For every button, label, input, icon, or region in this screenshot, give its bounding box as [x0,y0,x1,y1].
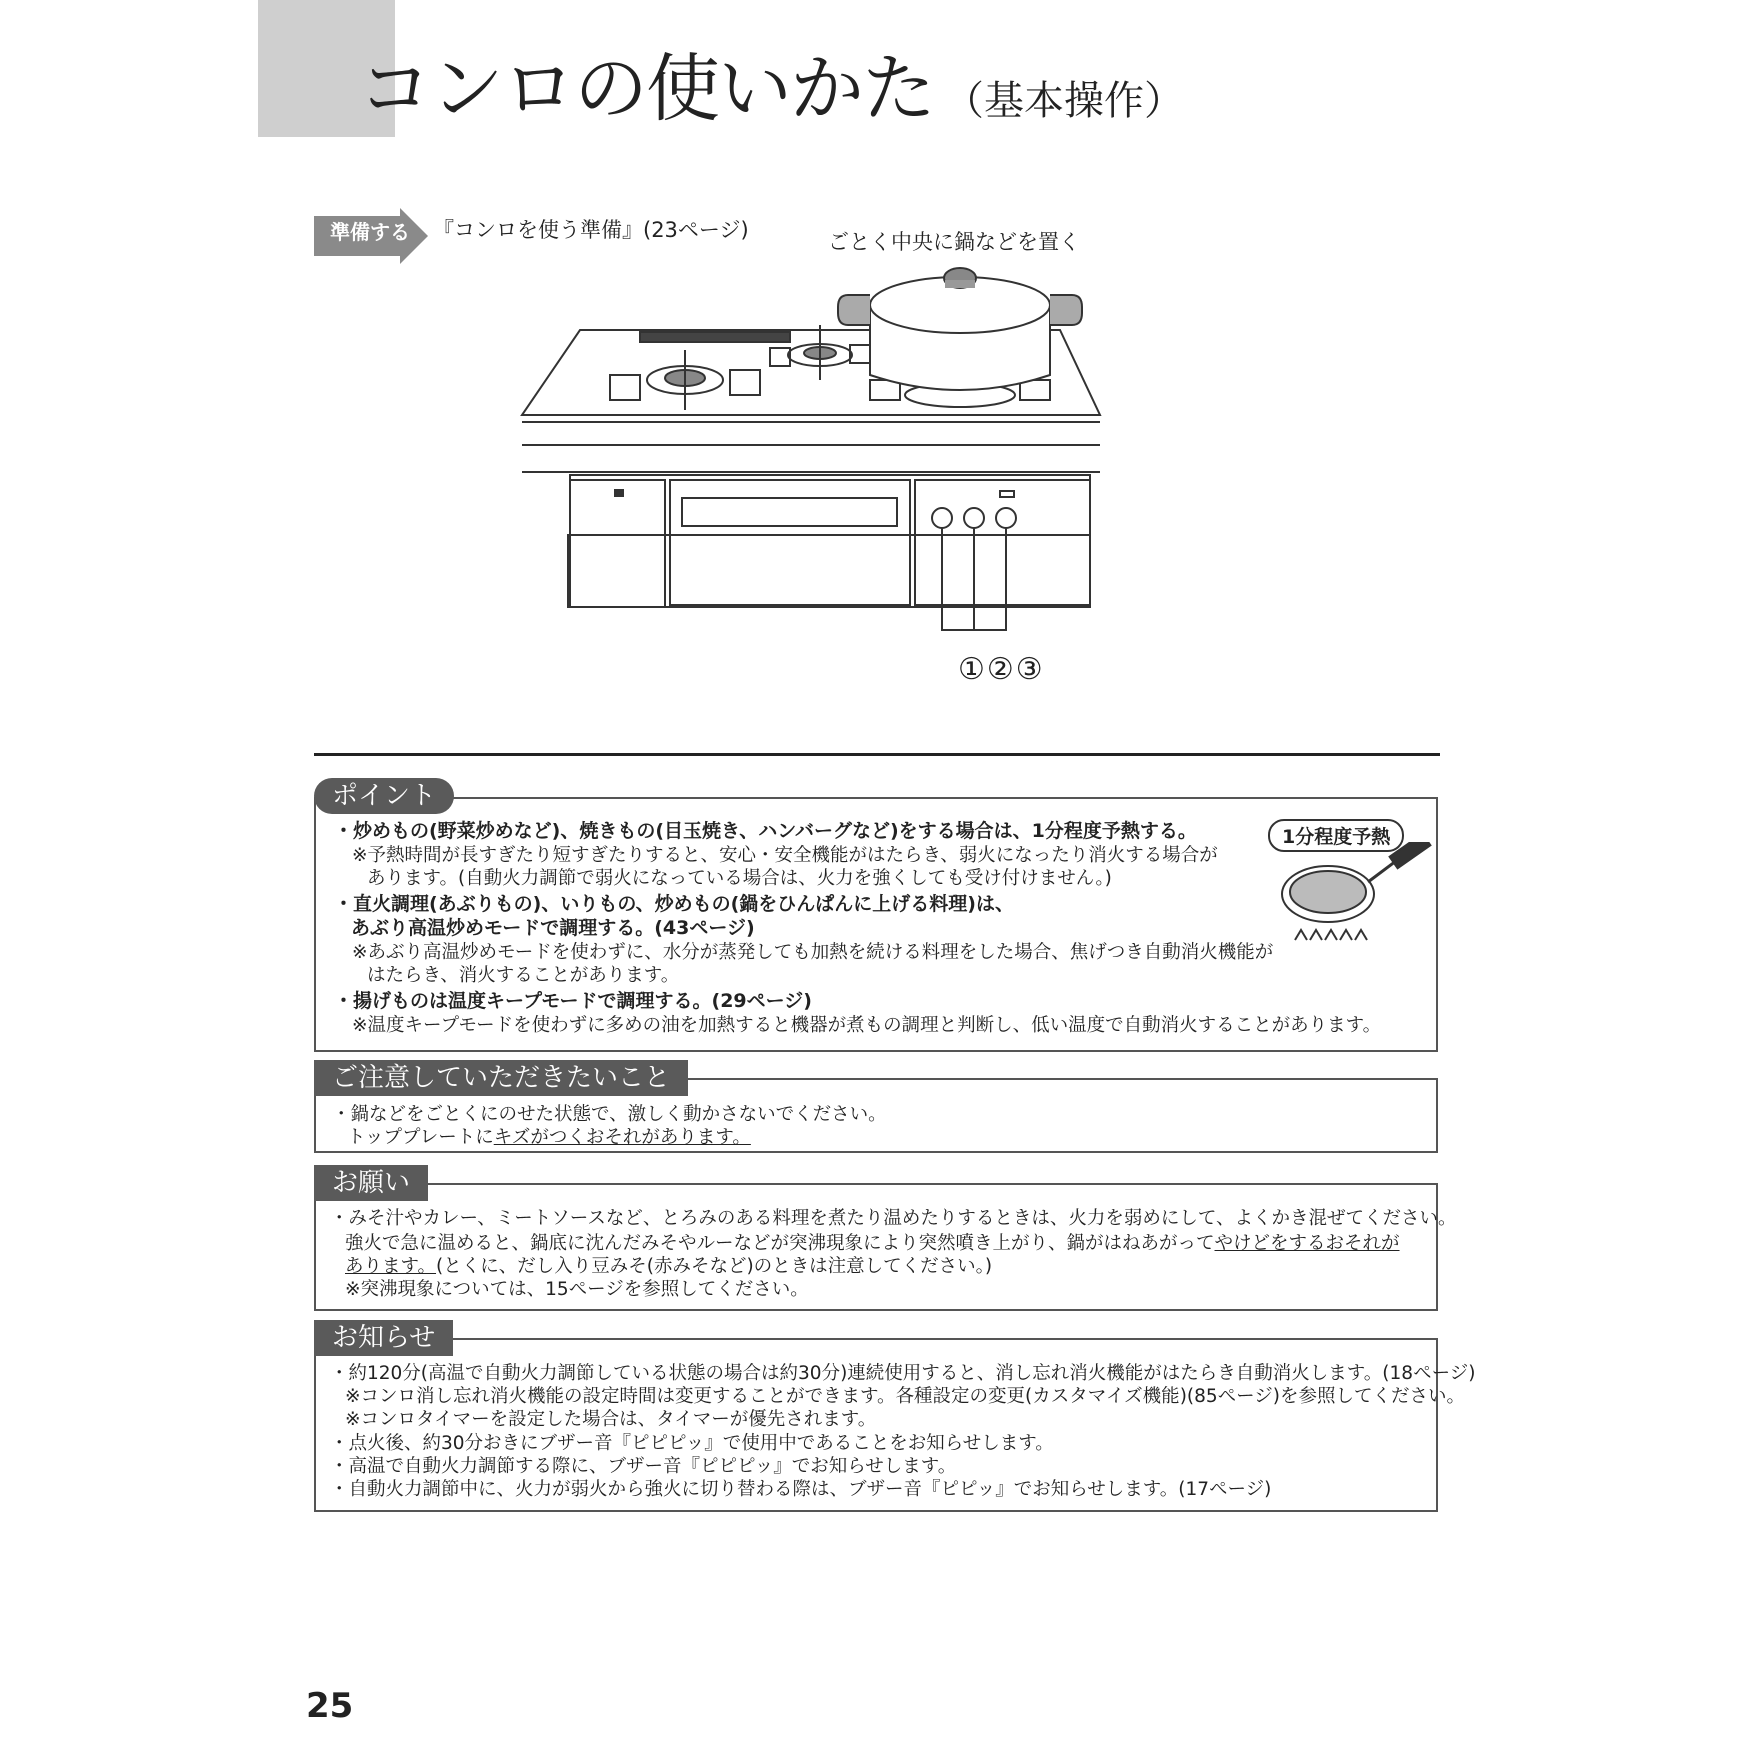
caution-line-2-warning: キズがつくおそれがあります。 [493,1127,751,1148]
request-line-4: ※突沸現象については、15ページを参照してください。 [345,1279,809,1300]
section-divider [314,753,1440,756]
notice-line-6: ・自動火力調節中に、火力が弱火から強火に切り替わる際は、ブザー音『ピピッ』でお知らせします。(17ページ) [330,1479,1272,1500]
point-note-1b: あります。(自動火力調節で弱火になっている場合は、火力を強くしても受け付けません。) [367,868,1112,889]
page-title [358,46,1184,132]
point-heading: ポイント [314,778,454,814]
request-line-3 [345,1255,992,1278]
caution-line-2-text: トッププレートに [347,1127,494,1148]
page-number: 25 [306,1686,354,1726]
notice-line-4: ・点火後、約30分おきにブザー音『ピピピッ』で使用中であることをお知らせします。 [330,1433,1054,1454]
request-heading: お願い [314,1165,428,1201]
caution-line-2 [347,1126,751,1149]
preheat-label: 1分程度予熱 [1268,819,1404,852]
caution-line-1: ・鍋などをごとくにのせた状態で、激しく動かさないでください。 [332,1104,887,1125]
notice-line-5: ・高温で自動火力調節する際に、ブザー音『ピピピッ』でお知らせします。 [330,1456,957,1477]
pot-icon [838,268,1082,390]
frying-pan-icon [1280,842,1440,957]
point-item-2a: ・直火調理(あぶりもの)、いりもの、炒めもの(鍋をひんぱんに上げる料理)は、 [334,893,1014,915]
notice-line-3: ※コンロタイマーを設定した場合は、タイマーが優先されます。 [345,1409,877,1430]
point-note-2b: はたらき、消火することがあります。 [367,965,680,986]
request-line-1: ・みそ汁やカレー、ミートソースなど、とろみのある料理を煮たり温めたりするときは、火力を弱めにして、よくかき混ぜてください。 [330,1208,1457,1229]
knob-number-labels: ①②③ [958,652,1045,687]
cooktop-illustration [520,250,1120,650]
request-line-2-warning: やけどをするおそれが [1214,1233,1400,1254]
point-note-1a: ※予熱時間が長すぎたり短すぎたりすると、安心・安全機能がはたらき、弱火になったり消火する場合が [352,845,1218,866]
point-item-1: ・炒めもの(野菜炒めなど)、焼きもの(目玉焼き、ハンバーグなど)をする場合は、1分程度予熱する。 [334,820,1197,842]
point-note-3: ※温度キープモードを使わずに多めの油を加熱すると機器が煮もの調理と判断し、低い温度で自動消火することがあります。 [352,1015,1382,1036]
point-item-2b: あぶり高温炒めモードで調理する。(43ページ) [351,917,755,939]
request-line-2 [345,1232,1400,1255]
pot-caption: ごとく中央に鍋などを置く [828,230,1080,254]
page-title-main: コンロの使いかた [358,46,934,132]
notice-heading: お知らせ [314,1320,453,1356]
prepare-reference: 『コンロを使う準備』(23ページ) [433,218,749,242]
notice-line-1: ・約120分(高温で自動火力調節している状態の場合は約30分)連続使用すると、消し忘れ消火機能がはたらき自動消火します。(18ページ) [330,1363,1476,1384]
request-line-3-warning: あります。 [345,1256,437,1277]
prepare-label: 準備する [330,220,410,244]
page-subtitle: （基本操作） [944,78,1184,124]
point-item-3: ・揚げものは温度キープモードで調理する。(29ページ) [334,990,812,1012]
point-note-2a: ※あぶり高温炒めモードを使わずに、水分が蒸発しても加熱を続ける料理をした場合、焦げつき自動消火機能が [352,942,1274,963]
caution-heading: ご注意していただきたいこと [314,1060,688,1096]
notice-line-2: ※コンロ消し忘れ消火機能の設定時間は変更することができます。各種設定の変更(カスタマイズ機能)(85ページ)を参照してください。 [345,1386,1466,1407]
request-line-2-text: 強火で急に温めると、鍋底に沈んだみそやルーなどが突沸現象により突然噴き上がり、鍋がはねあがって [345,1233,1215,1254]
request-line-3-text: (とくに、だし入り豆みそ(赤みそなど)のときは注意してください。) [436,1256,993,1277]
